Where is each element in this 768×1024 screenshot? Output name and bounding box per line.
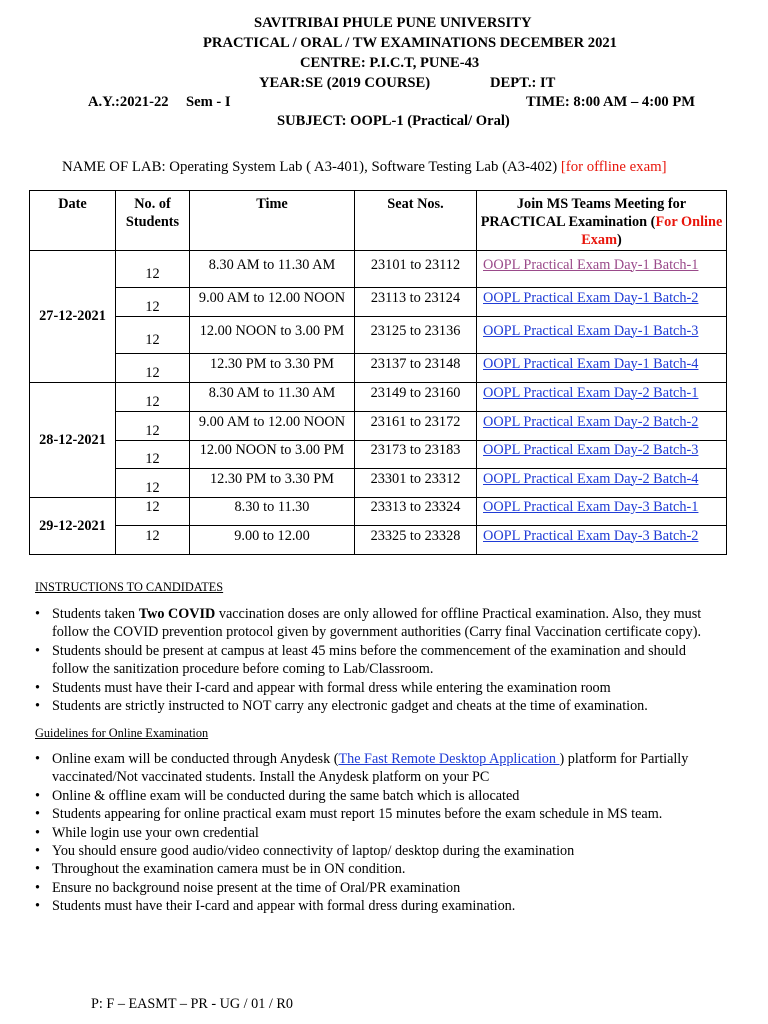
teams-meeting-link[interactable]: OOPL Practical Exam Day-1 Batch-3 bbox=[483, 322, 699, 339]
teams-link-cell bbox=[477, 441, 727, 469]
teams-link-cell bbox=[477, 383, 727, 412]
exam-title: PRACTICAL / ORAL / TW EXAMINATIONS DECEMBER 2021 bbox=[203, 35, 617, 51]
students-cell: 12 bbox=[116, 498, 190, 526]
time-cell: 8.30 AM to 11.30 AM bbox=[190, 383, 355, 412]
table-row bbox=[30, 526, 727, 555]
col-header-time: Time bbox=[190, 191, 355, 251]
seat-cell: 23161 to 23172 bbox=[355, 412, 477, 441]
time-cell: 12.30 PM to 3.30 PM bbox=[190, 354, 355, 383]
teams-meeting-link[interactable]: OOPL Practical Exam Day-2 Batch-2 bbox=[483, 413, 699, 430]
table-row bbox=[30, 441, 727, 469]
table-row bbox=[30, 469, 727, 498]
time-cell: 8.30 AM to 11.30 AM bbox=[190, 251, 355, 288]
table-row bbox=[30, 251, 727, 288]
academic-year: A.Y.:2021-22 bbox=[88, 94, 169, 110]
seat-cell: 23113 to 23124 bbox=[355, 288, 477, 317]
seat-cell: 23137 to 23148 bbox=[355, 354, 477, 383]
teams-meeting-link[interactable]: OOPL Practical Exam Day-1 Batch-1 bbox=[483, 256, 699, 273]
seat-cell: 23313 to 23324 bbox=[355, 498, 477, 526]
list-item: • You should ensure good audio/video connectivity of laptop/ desktop during the examination bbox=[33, 842, 723, 860]
offline-exam-note: [for offline exam] bbox=[560, 159, 667, 175]
date-cell: 29-12-2021 bbox=[30, 498, 116, 555]
time-cell: 12.00 NOON to 3.00 PM bbox=[190, 317, 355, 354]
guidelines-heading: Guidelines for Online Examination bbox=[35, 726, 209, 740]
time-cell: 12.00 NOON to 3.00 PM bbox=[190, 441, 355, 469]
list-item: • Students are strictly instructed to NOT carry any electronic gadget and cheats at the time of examination. bbox=[33, 697, 723, 715]
teams-link-cell bbox=[477, 251, 727, 288]
table-row bbox=[30, 354, 727, 383]
lab-name-line bbox=[62, 159, 667, 176]
teams-meeting-link[interactable]: OOPL Practical Exam Day-1 Batch-4 bbox=[483, 355, 699, 372]
table-row bbox=[30, 383, 727, 412]
lab-name-text: NAME OF LAB: Operating System Lab ( A3-401), Software Testing Lab (A3-402) bbox=[62, 159, 561, 175]
online-exam-note: For Online Exam bbox=[581, 214, 723, 248]
students-cell: 12 bbox=[116, 383, 190, 412]
seat-cell: 23301 to 23312 bbox=[355, 469, 477, 498]
dept-line: DEPT.: IT bbox=[490, 75, 556, 91]
form-code-footer: P: F – EASMT – PR - UG / 01 / R0 bbox=[91, 996, 293, 1012]
table-header-row bbox=[30, 191, 727, 251]
teams-meeting-link[interactable]: OOPL Practical Exam Day-2 Batch-1 bbox=[483, 384, 699, 401]
instructions-list bbox=[33, 605, 723, 715]
teams-link-cell bbox=[477, 412, 727, 441]
teams-meeting-link[interactable]: OOPL Practical Exam Day-2 Batch-4 bbox=[483, 470, 699, 487]
year-line: YEAR:SE (2019 COURSE) bbox=[259, 75, 431, 91]
time-cell: 9.00 AM to 12.00 NOON bbox=[190, 412, 355, 441]
list-item: • Students must have their I-card and appear with formal dress during examination. bbox=[33, 897, 723, 915]
students-cell: 12 bbox=[116, 317, 190, 354]
teams-link-cell bbox=[477, 498, 727, 526]
teams-meeting-link[interactable]: OOPL Practical Exam Day-2 Batch-3 bbox=[483, 442, 699, 458]
students-cell: 12 bbox=[116, 469, 190, 498]
col-header-students: No. of Students bbox=[116, 191, 190, 251]
students-cell: 12 bbox=[116, 412, 190, 441]
teams-link-cell bbox=[477, 354, 727, 383]
teams-link-cell bbox=[477, 288, 727, 317]
table-row bbox=[30, 317, 727, 354]
seat-cell: 23325 to 23328 bbox=[355, 526, 477, 555]
time-cell: 9.00 AM to 12.00 NOON bbox=[190, 288, 355, 317]
seat-cell: 23101 to 23112 bbox=[355, 251, 477, 288]
teams-link-cell bbox=[477, 469, 727, 498]
list-item: • Students should be present at campus at least 45 mins before the commencement of the examination and should follow the sanitization procedure before coming to Lab/Classroom. bbox=[33, 642, 723, 679]
col-header-seat: Seat Nos. bbox=[355, 191, 477, 251]
students-cell: 12 bbox=[116, 526, 190, 555]
guidelines-list bbox=[33, 750, 723, 916]
list-item: • Online exam will be conducted through Anydesk (The Fast Remote Desktop Application ) platform for Partially vaccinated/Not vaccinated students. Install the Anydesk platform on your PC bbox=[33, 750, 723, 787]
time-cell: 12.30 PM to 3.30 PM bbox=[190, 469, 355, 498]
students-cell: 12 bbox=[116, 441, 190, 469]
seat-cell: 23125 to 23136 bbox=[355, 317, 477, 354]
date-cell: 27-12-2021 bbox=[30, 251, 116, 383]
list-item: • Online & offline exam will be conducted during the same batch which is allocated bbox=[33, 787, 723, 805]
teams-meeting-link[interactable]: OOPL Practical Exam Day-3 Batch-1 bbox=[483, 499, 699, 515]
list-item: • Students taken Two COVID vaccination doses are only allowed for offline Practical examination. Also, they must follow the COVID prevention protocol given by government authorities (Carry final Vaccination certificate copy). bbox=[33, 605, 723, 642]
instructions-heading: INSTRUCTIONS TO CANDIDATES bbox=[35, 580, 224, 594]
anydesk-link[interactable]: The Fast Remote Desktop Application bbox=[338, 751, 560, 767]
teams-meeting-link[interactable]: OOPL Practical Exam Day-1 Batch-2 bbox=[483, 289, 699, 306]
time-cell: 9.00 to 12.00 bbox=[190, 526, 355, 555]
list-item: • Throughout the examination camera must be in ON condition. bbox=[33, 860, 723, 878]
seat-cell: 23149 to 23160 bbox=[355, 383, 477, 412]
subject-line: SUBJECT: OOPL-1 (Practical/ Oral) bbox=[277, 113, 510, 129]
students-cell: 12 bbox=[116, 288, 190, 317]
list-item: • Ensure no background noise present at the time of Oral/PR examination bbox=[33, 879, 723, 897]
teams-link-cell bbox=[477, 526, 727, 555]
students-cell: 12 bbox=[116, 251, 190, 288]
teams-link-cell bbox=[477, 317, 727, 354]
list-item: • While login use your own credential bbox=[33, 824, 723, 842]
table-row bbox=[30, 412, 727, 441]
list-item: • Students appearing for online practical exam must report 15 minutes before the exam schedule in MS team. bbox=[33, 805, 723, 823]
centre-line: CENTRE: P.I.C.T, PUNE-43 bbox=[300, 55, 480, 71]
time-cell: 8.30 to 11.30 bbox=[190, 498, 355, 526]
col-header-date: Date bbox=[30, 191, 116, 251]
exam-schedule-table bbox=[29, 190, 727, 555]
col-header-join: Join MS Teams Meeting for PRACTICAL Examination (For Online Exam) bbox=[477, 191, 727, 251]
exam-time: TIME: 8:00 AM – 4:00 PM bbox=[526, 94, 696, 110]
seat-cell: 23173 to 23183 bbox=[355, 441, 477, 469]
students-cell: 12 bbox=[116, 354, 190, 383]
semester: Sem - I bbox=[186, 94, 231, 110]
list-item: • Students must have their I-card and appear with formal dress while entering the examination room bbox=[33, 679, 723, 697]
table-row bbox=[30, 288, 727, 317]
university-title: SAVITRIBAI PHULE PUNE UNIVERSITY bbox=[254, 15, 532, 31]
date-cell: 28-12-2021 bbox=[30, 383, 116, 498]
teams-meeting-link[interactable]: OOPL Practical Exam Day-3 Batch-2 bbox=[483, 527, 699, 544]
table-row bbox=[30, 498, 727, 526]
